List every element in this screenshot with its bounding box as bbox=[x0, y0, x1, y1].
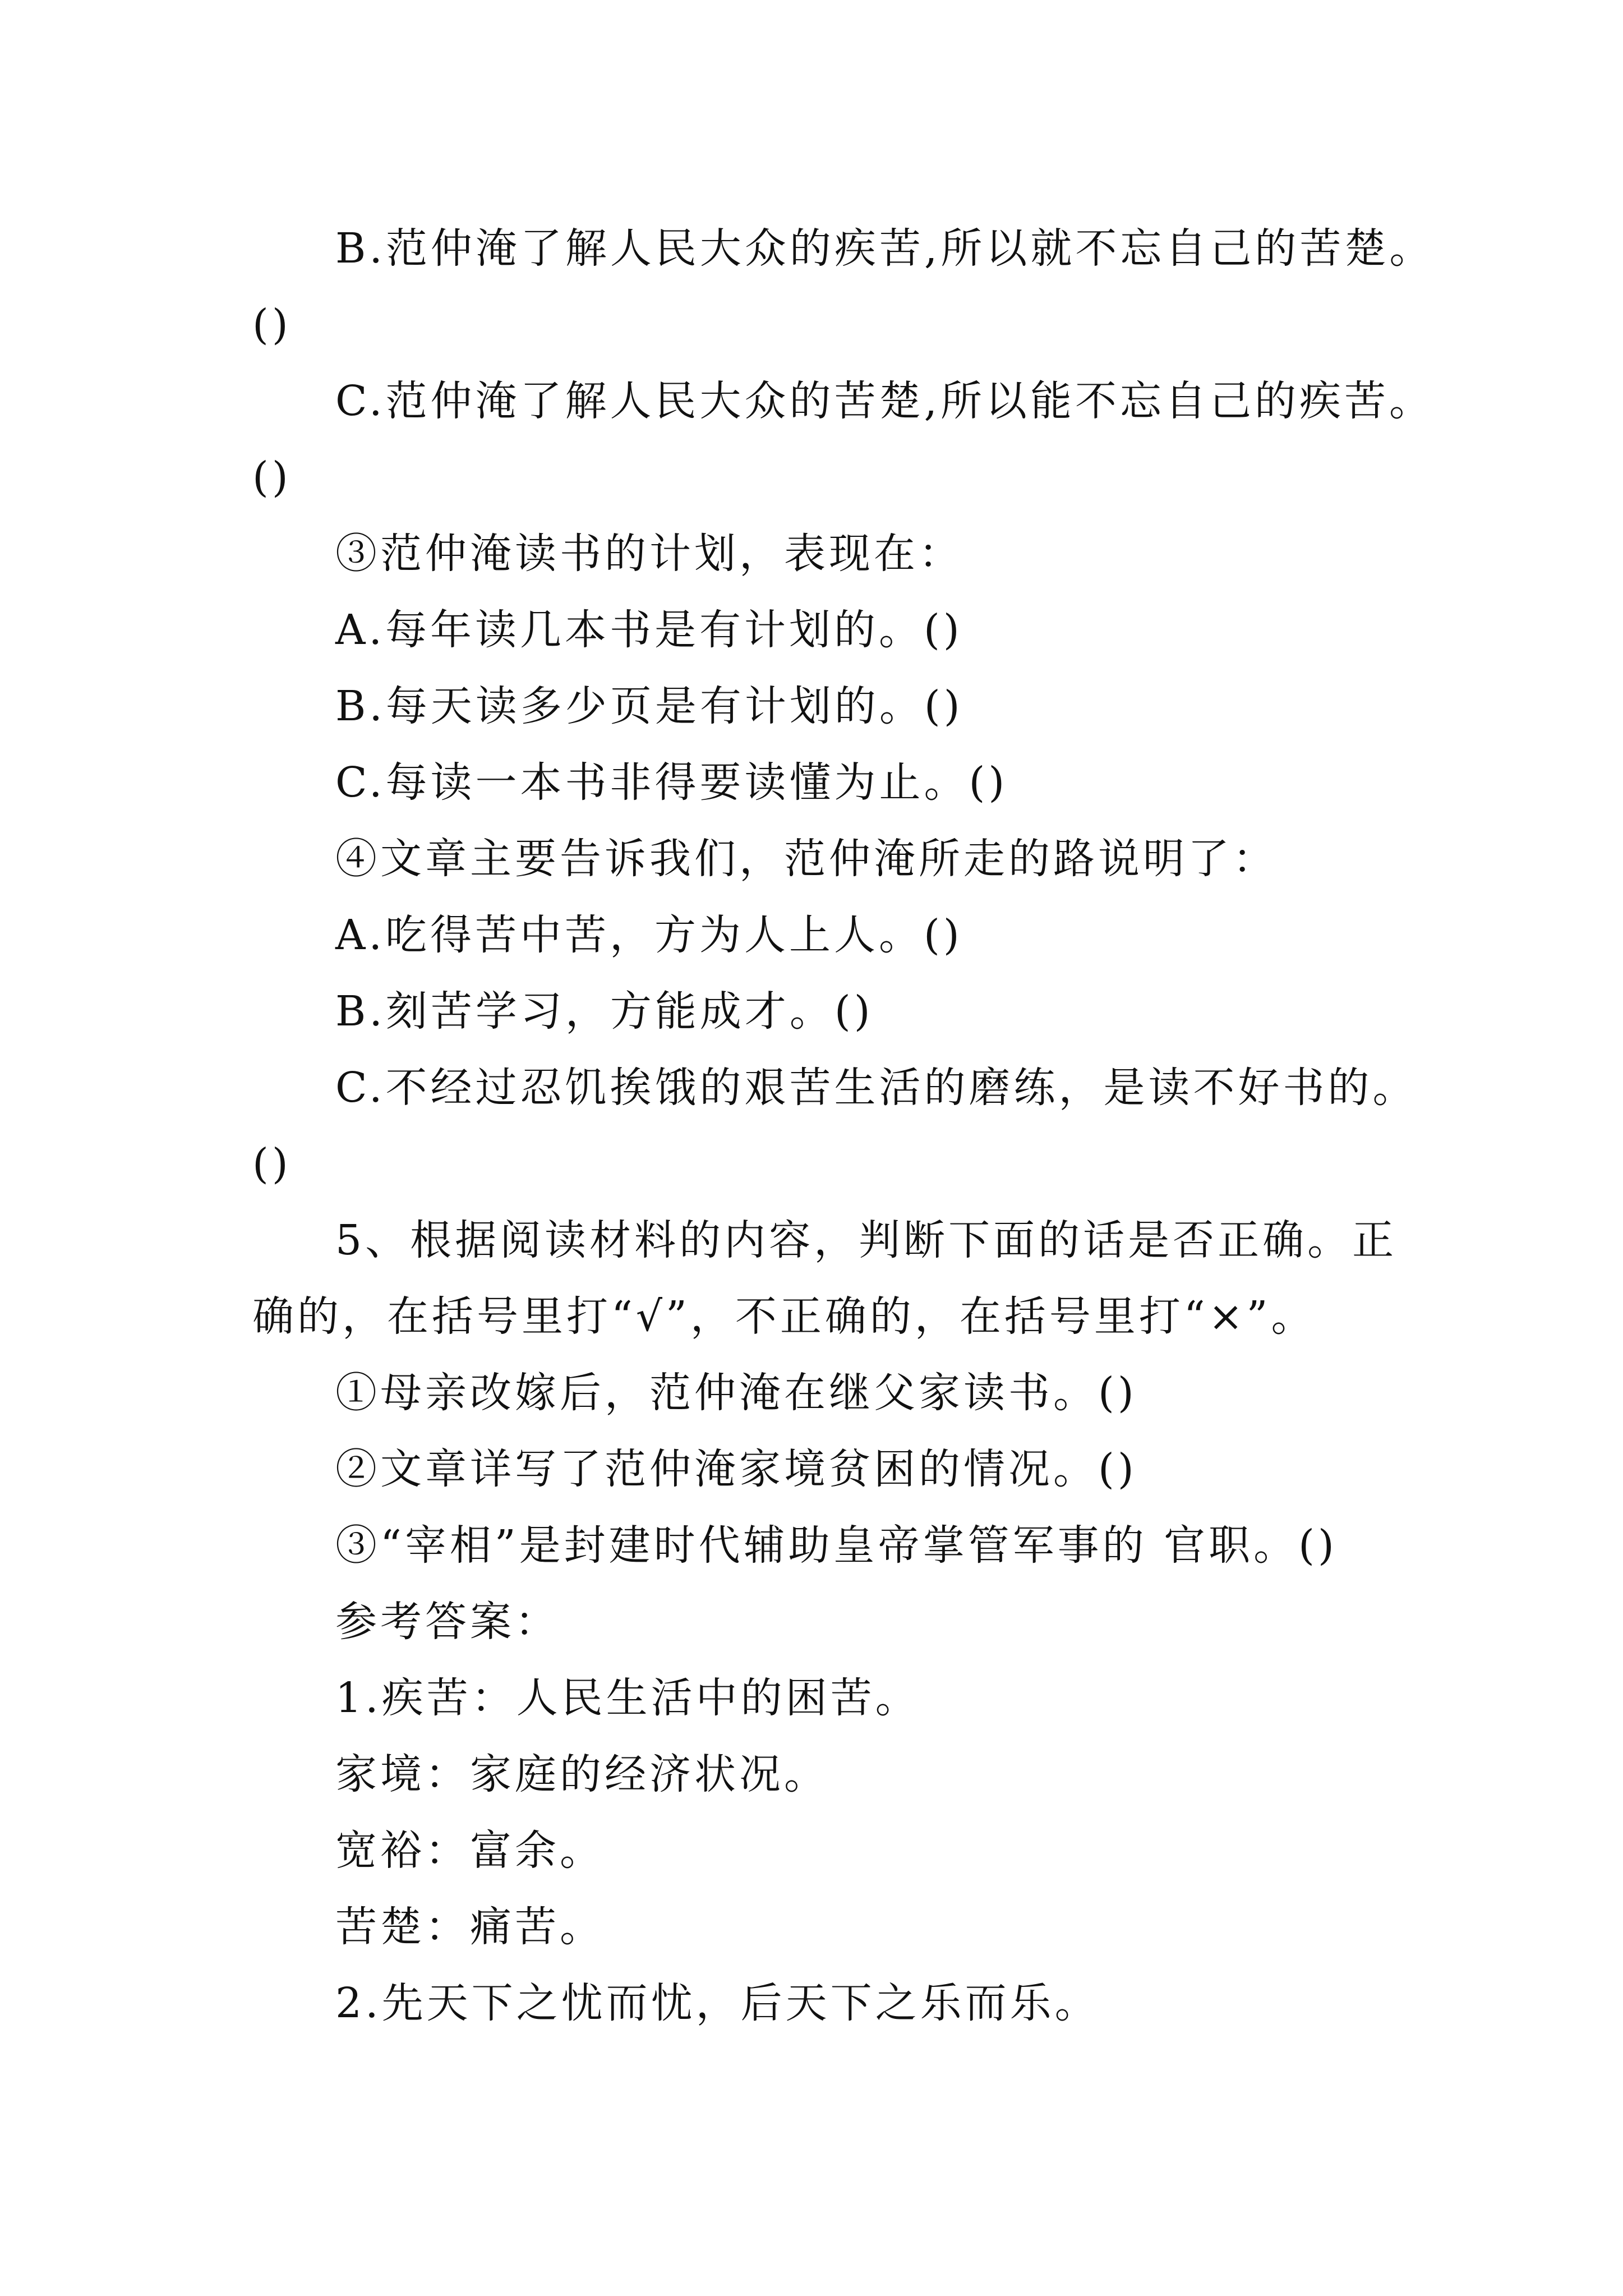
answer-parentheses: () bbox=[252, 1140, 292, 1188]
question-4-heading: ④文章主要告诉我们，范仲淹所走的路说明了： bbox=[335, 835, 1278, 883]
answer-definition: 1.疾苦：人民生活中的困苦。 bbox=[335, 1674, 920, 1722]
option-b-line: B.刻苦学习，方能成才。() bbox=[335, 987, 874, 1036]
answer-definition: 宽裕：富余。 bbox=[335, 1826, 605, 1875]
judgement-item-3: ③“宰相”是封建时代辅助皇帝掌管军事的 官职。() bbox=[335, 1521, 1338, 1570]
option-a-line: A.吃得苦中苦，方为人上人。() bbox=[335, 911, 963, 959]
answers-heading: 参考答案： bbox=[335, 1598, 560, 1646]
question-5-continuation: 确的，在括号里打“√”，不正确的，在括号里打“×”。 bbox=[252, 1292, 1316, 1341]
option-c-line: C.范仲淹了解人民大众的苦楚,所以能不忘自己的疾苦。 bbox=[335, 377, 1435, 425]
option-c-line: C.每读一本书非得要读懂为止。() bbox=[335, 758, 1008, 807]
judgement-item-1: ①母亲改嫁后，范仲淹在继父家读书。() bbox=[335, 1369, 1137, 1417]
option-b-line: B.每天读多少页是有计划的。() bbox=[335, 682, 963, 730]
option-b-line: B.范仲淹了解人民大众的疾苦,所以就不忘自己的苦楚。 bbox=[335, 224, 1435, 273]
answer-definition: 家境：家庭的经济状况。 bbox=[335, 1750, 829, 1798]
answer-parentheses: () bbox=[252, 453, 292, 501]
judgement-item-2: ②文章详写了范仲淹家境贫困的情况。() bbox=[335, 1445, 1137, 1493]
option-a-line: A.每年读几本书是有计划的。() bbox=[335, 606, 963, 654]
answer-2: 2.先天下之忧而忧，后天下之乐而乐。 bbox=[335, 1979, 1100, 2027]
document-body bbox=[252, 210, 1447, 2041]
question-5-heading: 5、根据阅读材料的内容，判断下面的话是否正确。正 bbox=[335, 1216, 1398, 1264]
question-3-heading: ③范仲淹读书的计划，表现在： bbox=[335, 530, 963, 578]
option-c-line: C.不经过忍饥挨饿的艰苦生活的磨练，是读不好书的。 bbox=[335, 1064, 1418, 1112]
answer-definition: 苦楚：痛苦。 bbox=[335, 1903, 605, 1951]
answer-parentheses: () bbox=[252, 301, 292, 349]
